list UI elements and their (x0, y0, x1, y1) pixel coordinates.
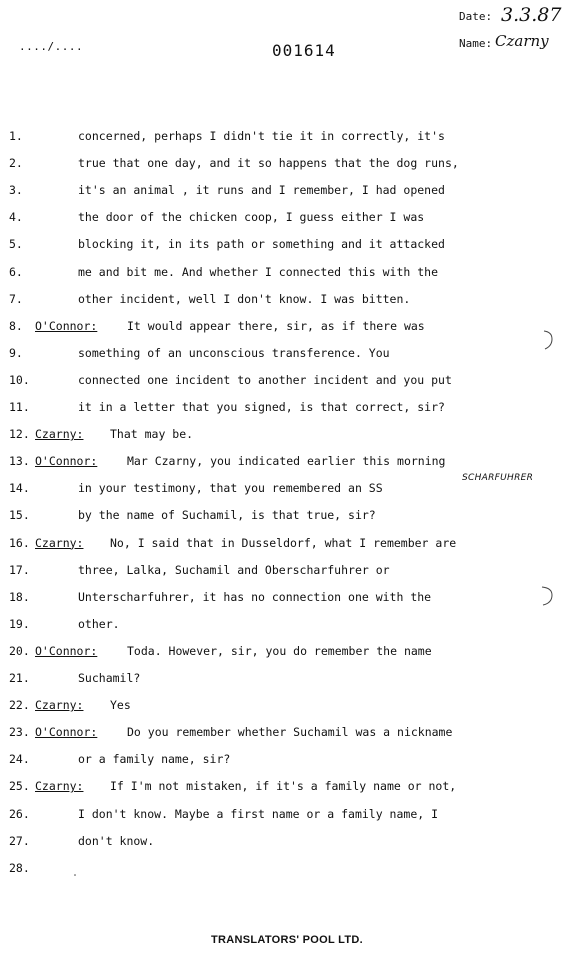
line-number: 11. (9, 400, 30, 414)
speaker-label: O'Connor: (35, 454, 98, 469)
line-text: connected one incident to another incident and you put (78, 372, 452, 387)
line-number: 1. (9, 129, 23, 143)
transcript-line (0, 129, 574, 145)
line-number: 22. (9, 698, 30, 713)
line-number: 21. (9, 671, 30, 685)
transcript-line (0, 698, 574, 714)
speaker-label: Czarny: (35, 427, 84, 442)
transcript-line (0, 454, 574, 470)
line-text: That may be. (110, 427, 194, 442)
line-number: 8. (9, 318, 23, 333)
line-text: the door of the chicken coop, I guess either I was (78, 210, 425, 225)
line-text: it in a letter that you signed, is that correct, sir? (78, 400, 445, 414)
line-text: If I'm not mistaken, if it's a family name or not, (110, 779, 457, 794)
page-reference: ..../.... (19, 40, 84, 53)
line-text: No, I said that in Dusseldorf, what I remember are (110, 535, 457, 550)
document-number: 001614 (272, 41, 336, 60)
transcript-line (0, 563, 574, 579)
margin-bracket-mark (538, 584, 558, 608)
line-text: Toda. However, sir, you do remember the name (127, 643, 432, 658)
line-text: concerned, perhaps I didn't tie it in correctly, it's (78, 129, 445, 143)
margin-bracket-mark (540, 328, 558, 352)
name-value: Czarny (495, 32, 549, 50)
speaker-label: O'Connor: (35, 725, 98, 740)
name-label: Name: (459, 37, 493, 50)
handwritten-annotation: SCHARFUHRER (462, 473, 534, 483)
transcript-line (0, 834, 574, 850)
speaker-label: Czarny: (35, 779, 84, 794)
line-text: three, Lalka, Suchamil and Oberscharfuhrer or (78, 562, 390, 577)
transcript-line (0, 779, 574, 795)
line-text: Suchamil? (78, 671, 141, 685)
transcript-line (0, 807, 574, 823)
line-text: Mar Czarny, you indicated earlier this morning (127, 454, 446, 469)
line-text: Unterscharfuhrer, it has no connection one with the (78, 589, 432, 604)
line-number: 25. (9, 779, 30, 794)
line-number: 10. (9, 372, 30, 387)
transcript-line (0, 346, 574, 362)
transcript-line (0, 861, 574, 877)
line-number: 14. (9, 481, 30, 496)
transcript-line (0, 644, 574, 660)
transcript-line (0, 536, 574, 552)
transcript-line (0, 508, 574, 524)
line-number: 27. (9, 833, 30, 848)
transcript-line (0, 590, 574, 606)
line-number: 28. (9, 860, 30, 875)
line-number: 6. (9, 264, 23, 279)
date-label: Date: (459, 10, 493, 23)
line-number: 18. (9, 589, 30, 604)
speck-mark (73, 873, 77, 877)
line-number: 15. (9, 508, 30, 523)
transcript-line (0, 156, 574, 172)
transcript-line (0, 210, 574, 226)
line-number: 9. (9, 345, 23, 360)
speaker-label: Czarny: (35, 698, 84, 713)
line-text: Do you remember whether Suchamil was a nickname (127, 725, 453, 740)
line-text: don't know. (78, 833, 155, 848)
line-text: it's an animal , it runs and I remember, I had opened (78, 183, 445, 198)
transcript-line (0, 319, 574, 335)
date-value: 3.3.87 (501, 4, 562, 26)
line-number: 26. (9, 806, 30, 821)
line-text: true that one day, and it so happens that the dog runs, (78, 156, 459, 171)
speaker-label: O'Connor: (35, 318, 98, 333)
line-text: or a family name, sir? (78, 752, 231, 767)
line-text: by the name of Suchamil, is that true, sir? (78, 508, 376, 523)
transcript-line (0, 617, 574, 633)
speaker-label: O'Connor: (35, 643, 98, 658)
line-number: 20. (9, 643, 30, 658)
line-text: blocking it, in its path or something and it attacked (78, 237, 445, 252)
transcript-line (0, 373, 574, 389)
line-number: 4. (9, 210, 23, 225)
transcript-line (0, 725, 574, 741)
line-text: other. (78, 616, 120, 631)
line-number: 16. (9, 535, 30, 550)
footer-company: TRANSLATORS' POOL LTD. (210, 934, 363, 946)
line-number: 23. (9, 725, 30, 740)
line-number: 5. (9, 237, 23, 252)
line-text: me and bit me. And whether I connected this with the (78, 264, 439, 279)
transcript-line (0, 292, 574, 308)
line-number: 2. (9, 156, 23, 171)
line-number: 19. (9, 616, 30, 631)
line-number: 17. (9, 562, 30, 577)
transcript-line (0, 237, 574, 253)
line-text: other incident, well I don't know. I was bitten. (78, 291, 411, 306)
transcript-line (0, 427, 574, 443)
transcript-line (0, 481, 574, 497)
line-text: something of an unconscious transference. You (78, 345, 390, 360)
transcript-line (0, 671, 574, 687)
speaker-label: Czarny: (35, 535, 84, 550)
transcript-line (0, 400, 574, 416)
line-number: 3. (9, 183, 23, 198)
line-number: 12. (9, 427, 30, 442)
line-text: in your testimony, that you remembered an SS (78, 481, 383, 496)
line-number: 13. (9, 454, 30, 469)
line-text: Yes (110, 698, 131, 713)
line-text: It would appear there, sir, as if there was (127, 318, 425, 333)
transcript-line (0, 183, 574, 199)
line-number: 24. (9, 752, 30, 767)
transcript-line (0, 265, 574, 281)
line-text: I don't know. Maybe a first name or a family name, I (78, 806, 439, 821)
line-number: 7. (9, 291, 23, 306)
transcript-line (0, 752, 574, 768)
